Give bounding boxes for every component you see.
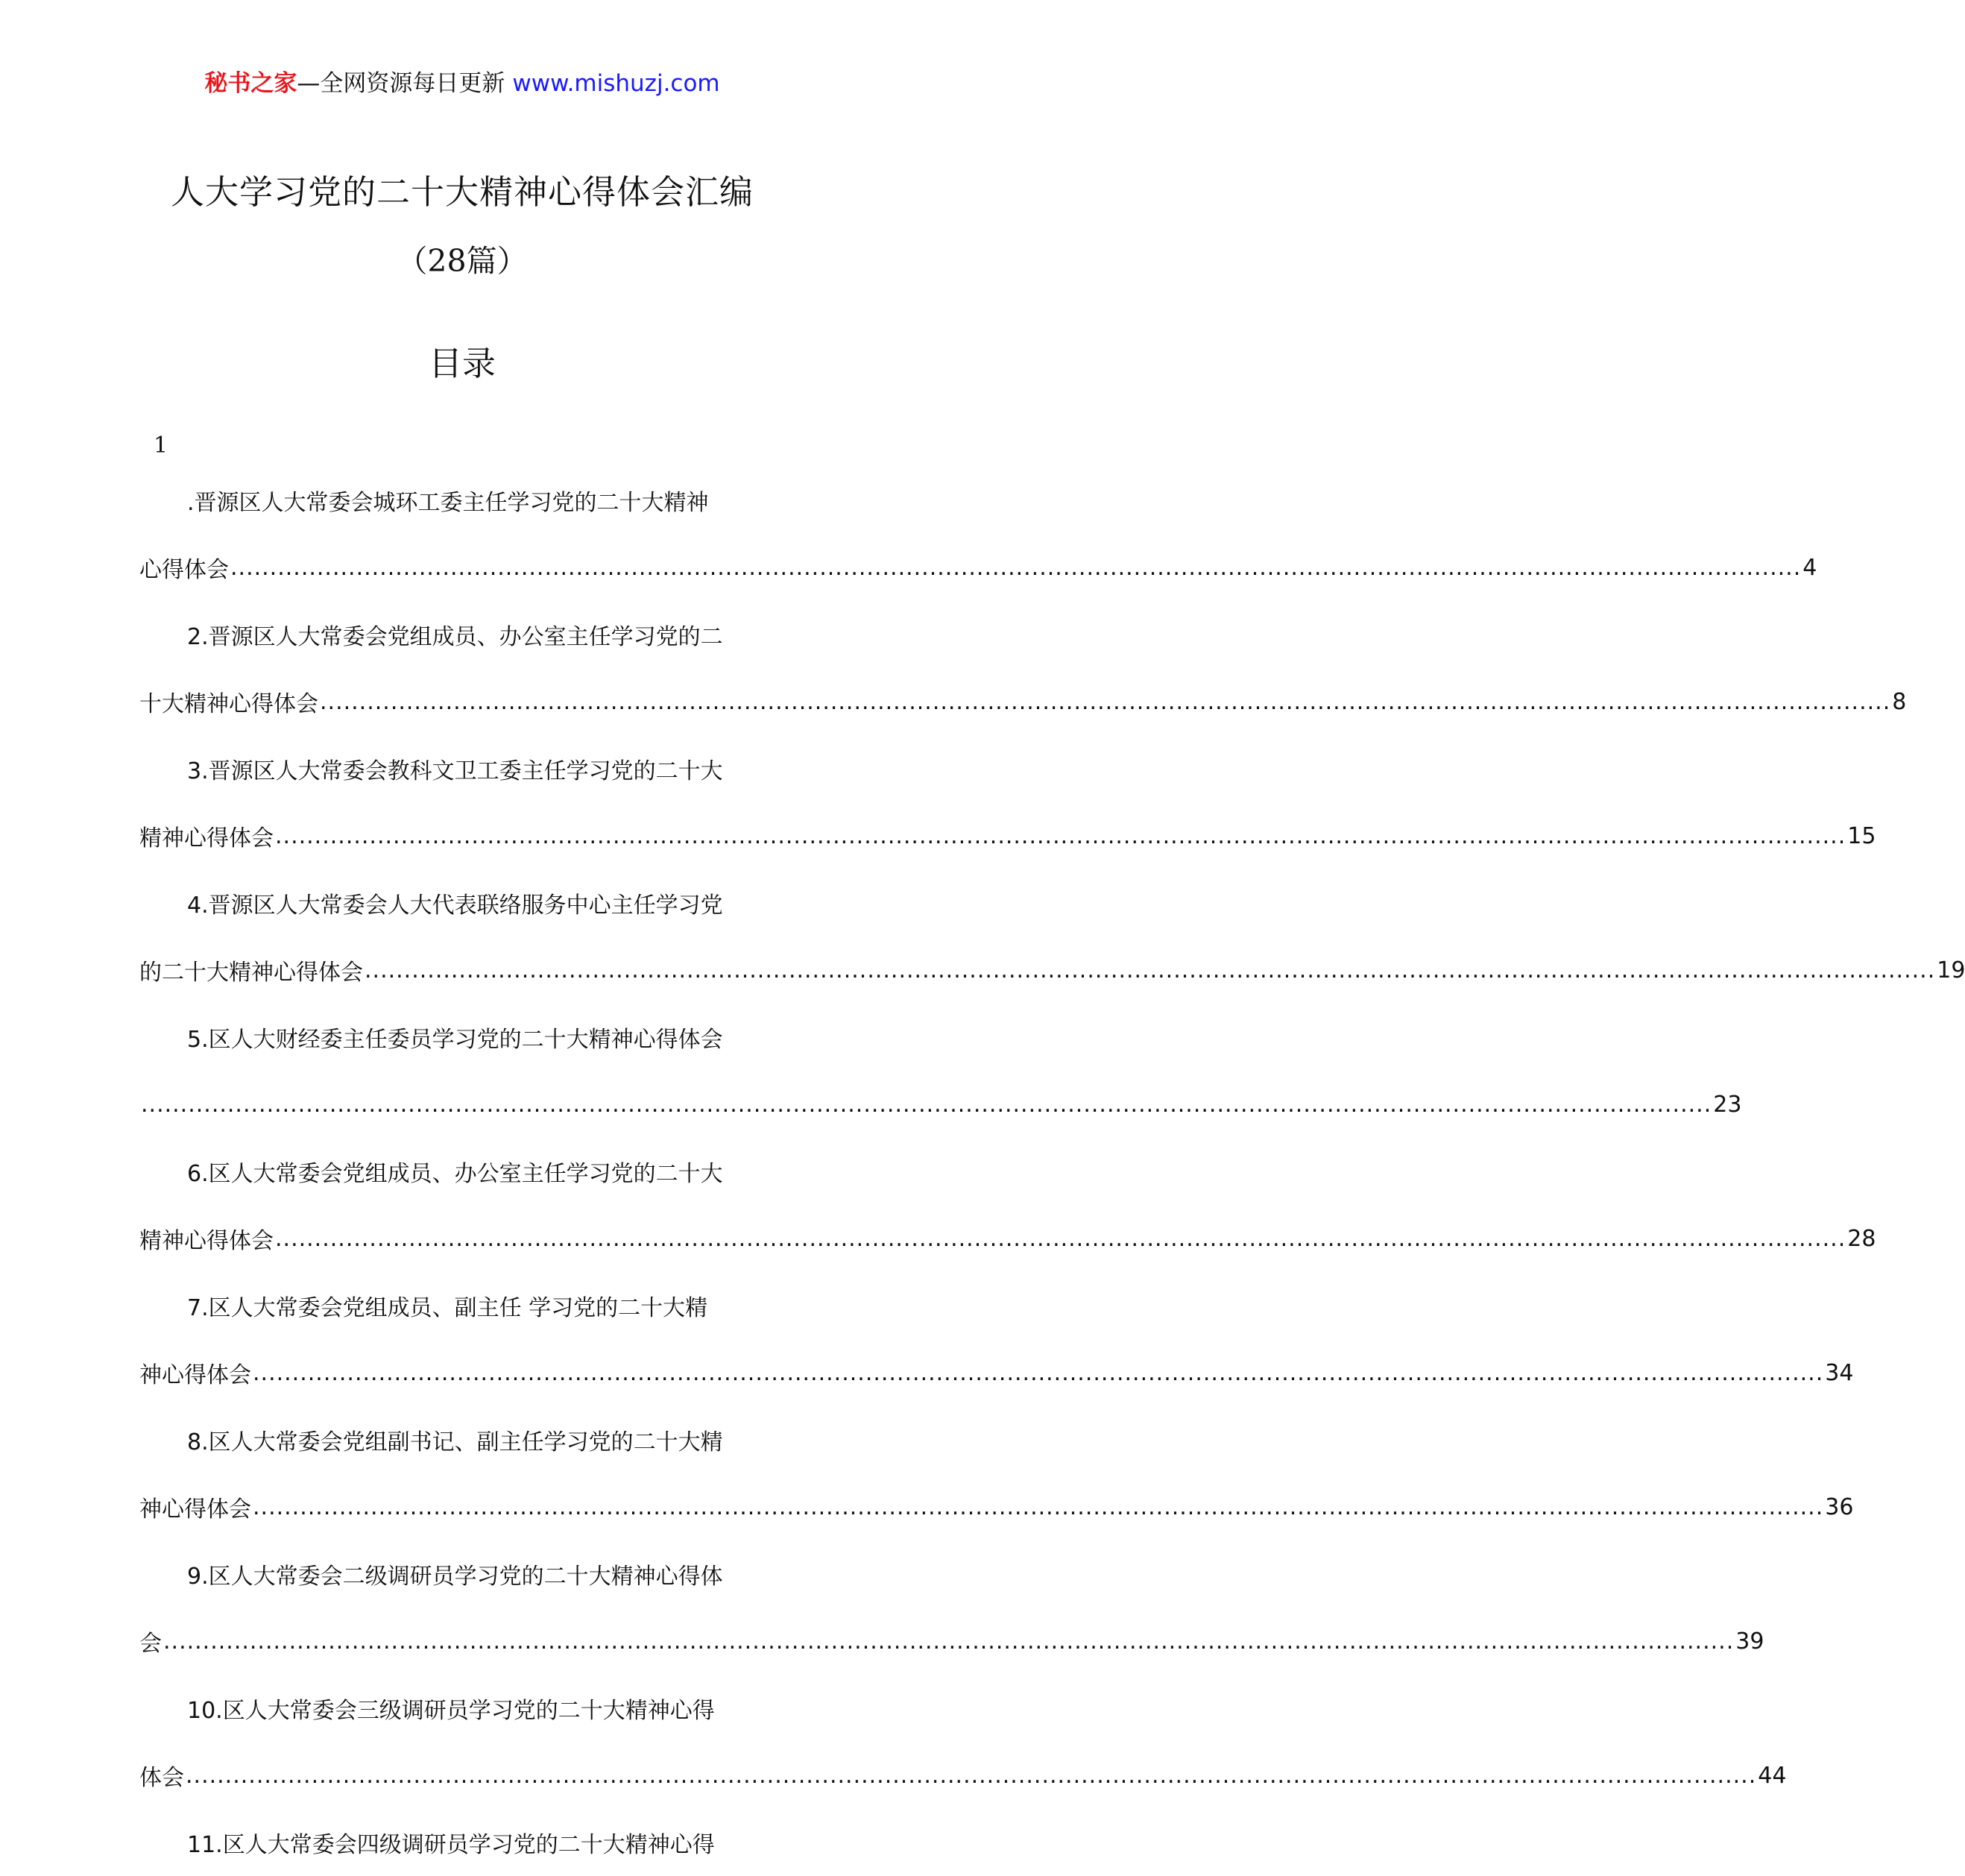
- dot-leader: ........................................................................................................................................................................................................: [275, 1225, 1846, 1252]
- table-of-contents: [139, 467, 1965, 1876]
- toc-entry-continuation: [139, 1742, 1787, 1809]
- toc-entry-continuation: [139, 1205, 1876, 1272]
- toc-entry-title: 11.区人大常委会四级调研员学习党的二十大精神心得: [187, 1832, 715, 1858]
- site-banner: [0, 69, 924, 98]
- toc-entry-title: 7.区人大常委会党组成员、副主任 学习党的二十大精: [187, 1295, 708, 1321]
- toc-entry-title: 5.区人大财经委主任委员学习党的二十大精神心得体会: [187, 1027, 723, 1053]
- toc-entry-continuation: [139, 1473, 1854, 1540]
- toc-entry-title-tail: 十大精神心得体会: [139, 691, 318, 717]
- toc-page-number: 4: [1802, 554, 1817, 581]
- toc-entry-title-tail: 精神心得体会: [139, 1228, 274, 1254]
- toc-entry-continuation: [139, 1339, 1854, 1406]
- stray-number: 1: [154, 432, 168, 459]
- toc-entry-title: 8.区人大常委会党组副书记、副主任学习党的二十大精: [187, 1429, 723, 1455]
- toc-entry-continuation: [139, 937, 1965, 1004]
- dot-leader: ........................................................................................................................................................................................................: [275, 822, 1846, 849]
- dot-leader: ........................................................................................................................................................................................................: [253, 1493, 1824, 1520]
- toc-entry-title: 2.晋源区人大常委会党组成员、办公室主任学习党的二: [187, 624, 723, 650]
- brand-name: 秘书之家: [204, 70, 297, 97]
- toc-entry-title-tail: 神心得体会: [139, 1496, 251, 1523]
- toc-entry-title: 9.区人大常委会二级调研员学习党的二十大精神心得体: [187, 1564, 723, 1590]
- document-title: 人大学习党的二十大精神心得体会汇编: [170, 172, 754, 212]
- toc-page-number: 19: [1937, 957, 1965, 983]
- toc-heading: 目录: [428, 344, 496, 383]
- dot-leader: ........................................................................................................................................................................................................: [163, 1628, 1735, 1655]
- toc-entry[interactable]: [139, 601, 1907, 735]
- toc-entry-title: 4.晋源区人大常委会人大代表联络服务中心主任学习党: [187, 893, 723, 919]
- toc-entry-title-tail: 精神心得体会: [139, 825, 274, 852]
- banner-tagline: —全网资源每日更新: [297, 70, 505, 97]
- toc-entry-title-tail: 心得体会: [139, 557, 229, 583]
- toc-entry[interactable]: [139, 1138, 1876, 1272]
- toc-entry-title-tail: 体会: [139, 1765, 184, 1791]
- toc-entry-title: 6.区人大常委会党组成员、办公室主任学习党的二十大: [187, 1161, 723, 1187]
- toc-entry[interactable]: [139, 1406, 1854, 1540]
- toc-entry[interactable]: [139, 1004, 1742, 1138]
- toc-entry-title: .晋源区人大常委会城环工委主任学习党的二十大精神: [187, 490, 709, 516]
- toc-page-number: 8: [1892, 688, 1907, 715]
- toc-entry-continuation: [139, 668, 1907, 735]
- toc-entry-title: 3.晋源区人大常委会教科文卫工委主任学习党的二十大: [187, 758, 723, 784]
- toc-entry-title-tail: 的二十大精神心得体会: [139, 960, 363, 986]
- toc-page-number: 36: [1825, 1493, 1854, 1520]
- toc-page-number: 44: [1758, 1762, 1787, 1789]
- toc-page-number: 23: [1713, 1091, 1742, 1118]
- toc-page-number: 28: [1847, 1225, 1876, 1252]
- toc-entry-title-tail: 会: [139, 1631, 162, 1657]
- toc-page-number: 15: [1847, 822, 1876, 849]
- toc-entry-continuation: [139, 534, 1817, 601]
- toc-entry[interactable]: [139, 1540, 1764, 1675]
- toc-entry-continuation: [139, 802, 1876, 869]
- toc-entry[interactable]: [139, 735, 1876, 869]
- toc-entry-title: 10.区人大常委会三级调研员学习党的二十大精神心得: [187, 1698, 715, 1724]
- toc-entry-title-tail: 神心得体会: [139, 1362, 251, 1388]
- toc-page-number: 39: [1735, 1628, 1764, 1655]
- toc-page-number: 34: [1825, 1359, 1854, 1386]
- toc-entry[interactable]: [139, 1272, 1854, 1406]
- dot-leader: ........................................................................................................................................................................................................: [186, 1762, 1757, 1789]
- toc-entry[interactable]: [139, 869, 1965, 1004]
- document-subtitle: （28篇）: [397, 243, 528, 279]
- dot-leader: ........................................................................................................................................................................................................: [141, 1091, 1712, 1118]
- toc-entry[interactable]: [139, 1675, 1787, 1809]
- site-url-link[interactable]: www.mishuzj.com: [512, 70, 720, 97]
- dot-leader: ........................................................................................................................................................................................................: [230, 554, 1802, 581]
- toc-entry[interactable]: [139, 1809, 785, 1876]
- dot-leader: ........................................................................................................................................................................................................: [253, 1359, 1824, 1386]
- dot-leader: ........................................................................................................................................................................................................: [365, 957, 1936, 983]
- dot-leader: ........................................................................................................................................................................................................: [320, 688, 1891, 715]
- toc-entry-continuation: [139, 1608, 1764, 1675]
- toc-entry[interactable]: [139, 467, 1817, 601]
- toc-entry-continuation: [139, 1071, 1742, 1138]
